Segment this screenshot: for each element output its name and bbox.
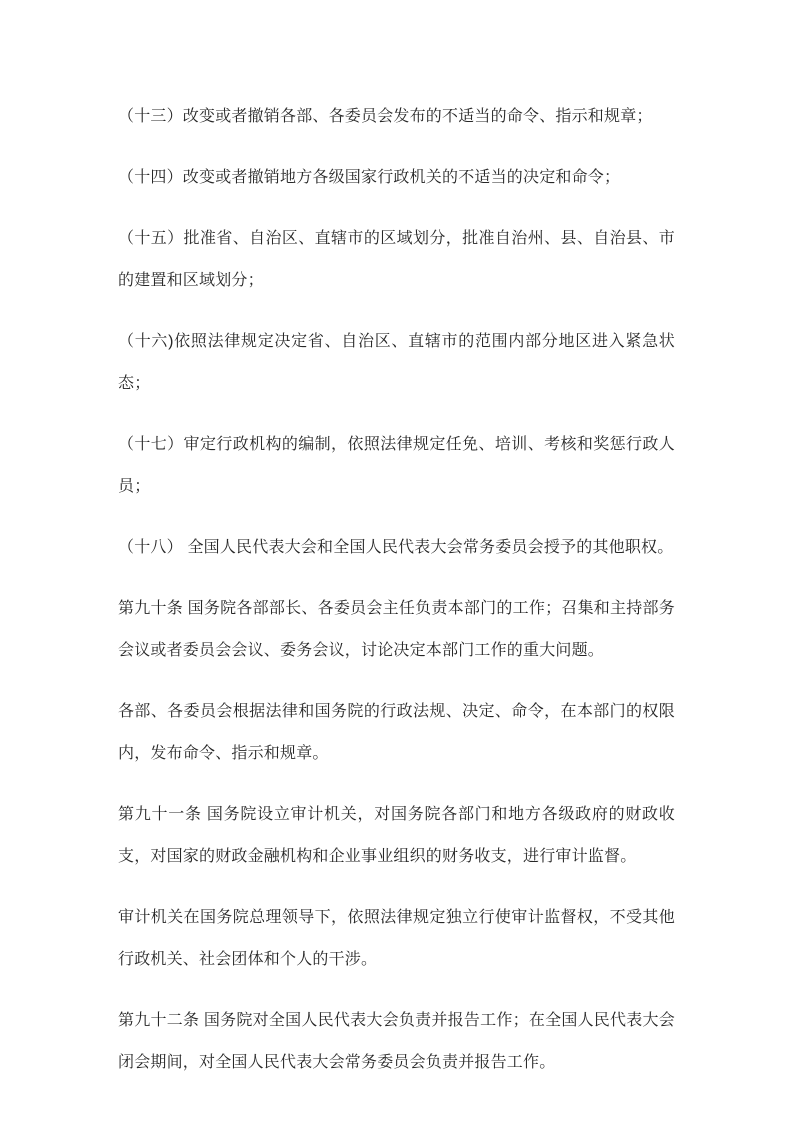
clause-item-16: （十六)依照法律规定决定省、自治区、直辖市的范围内部分地区进入紧急状态； xyxy=(118,333,675,392)
clause-item-15: （十五）批准省、自治区、直辖市的区域划分，批准自治州、县、自治县、市的建置和区域划分； xyxy=(118,230,675,289)
article-91-para-1: 第九十一条 国务院设立审计机关，对国务院各部门和地方各级政府的财政收支，对国家的财政金融机构和企业事业组织的财务收支，进行审计监督。 xyxy=(118,806,675,865)
article-90-para-2: 各部、各委员会根据法律和国务院的行政法规、决定、命令，在本部门的权限内，发布命令、指示和规章。 xyxy=(118,703,675,762)
clause-item-17: （十七）审定行政机构的编制，依照法律规定任免、培训、考核和奖惩行政人员； xyxy=(118,436,675,495)
article-92-para-1: 第九十二条 国务院对全国人民代表大会负责并报告工作；在全国人民代表大会闭会期间，对全国人民代表大会常务委员会负责并报告工作。 xyxy=(118,1012,675,1071)
clause-item-18: （十八） 全国人民代表大会和全国人民代表大会常务委员会授予的其他职权。 xyxy=(118,539,674,556)
clause-item-13: （十三）改变或者撤销各部、各委员会发布的不适当的命令、指示和规章； xyxy=(118,108,653,125)
clause-item-14: （十四）改变或者撤销地方各级国家行政机关的不适当的决定和命令； xyxy=(118,169,621,186)
article-90-para-1: 第九十条 国务院各部部长、各委员会主任负责本部门的工作；召集和主持部务会议或者委员会会议、委务会议，讨论决定本部门工作的重大问题。 xyxy=(118,600,675,659)
article-91-para-2: 审计机关在国务院总理领导下，依照法律规定独立行使审计监督权，不受其他行政机关、社会团体和个人的干涉。 xyxy=(118,909,675,968)
